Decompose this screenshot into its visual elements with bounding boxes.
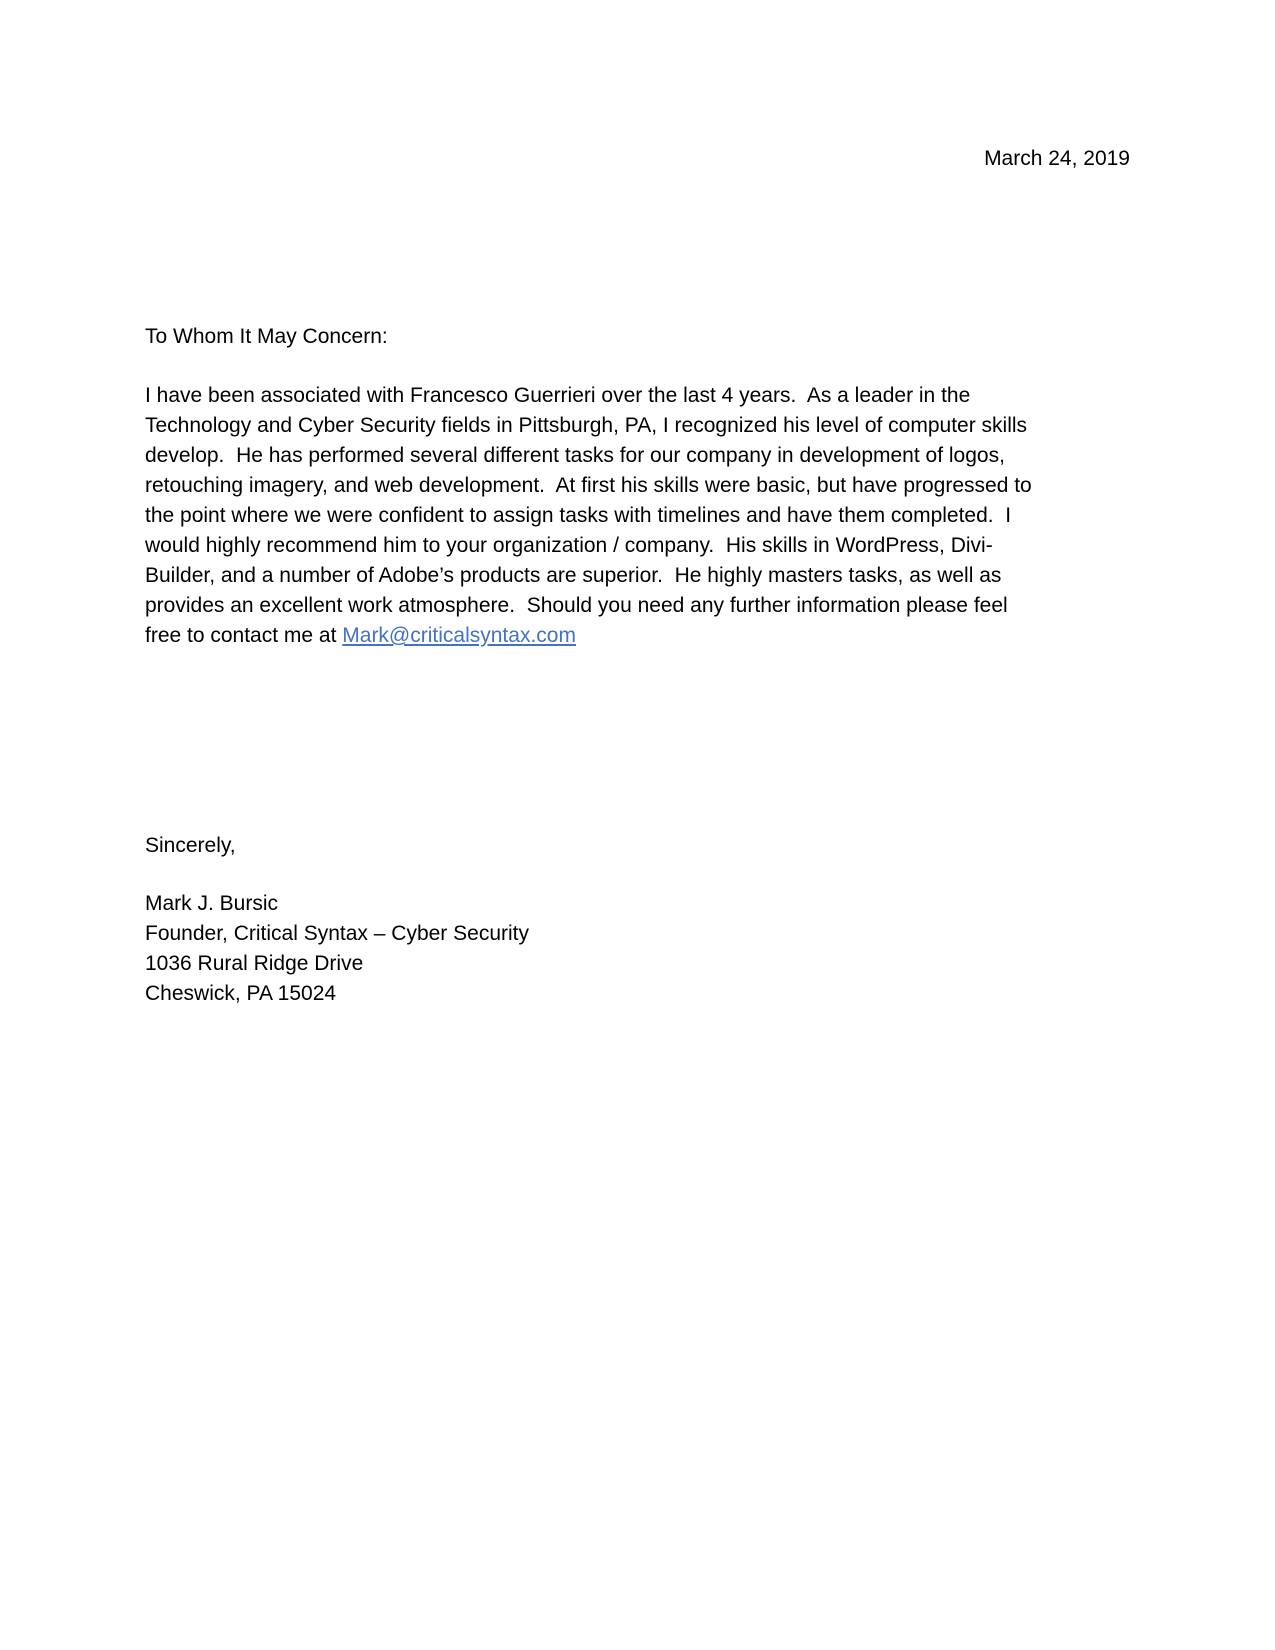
signature-name: Mark J. Bursic [145, 892, 279, 915]
signature-block [145, 889, 1130, 1009]
signature-address1: 1036 Rural Ridge Drive [145, 952, 364, 975]
body-line: Builder, and a number of Adobe’s products are superior. He highly masters tasks, as well as [145, 564, 1002, 587]
body-line: provides an excellent work atmosphere. Should you need any further information please feel [145, 594, 1008, 617]
body-line-contact [145, 621, 1130, 651]
body-line: develop. He has performed several different tasks for our company in development of logos, [145, 444, 1005, 467]
body-line: I have been associated with Francesco Guerrieri over the last 4 years. As a leader in the [145, 384, 971, 407]
salutation: To Whom It May Concern: [145, 325, 388, 348]
signature-address2: Cheswick, PA 15024 [145, 982, 337, 1005]
body-line: retouching imagery, and web development. At first his skills were basic, but have progressed to [145, 474, 1032, 497]
signature-title: Founder, Critical Syntax – Cyber Security [145, 922, 529, 945]
letter-body [145, 381, 1130, 651]
email-link[interactable]: Mark@criticalsyntax.com [342, 624, 576, 647]
body-line: would highly recommend him to your organization / company. His skills in WordPress, Divi- [145, 534, 993, 557]
body-line: the point where we were confident to assign tasks with timelines and have them completed. I [145, 504, 1012, 527]
contact-line-prefix: free to contact me at [145, 624, 343, 647]
body-line: Technology and Cyber Security fields in Pittsburgh, PA, I recognized his level of computer skills [145, 414, 1028, 437]
letter-date: March 24, 2019 [984, 147, 1130, 170]
closing: Sincerely, [145, 834, 236, 857]
